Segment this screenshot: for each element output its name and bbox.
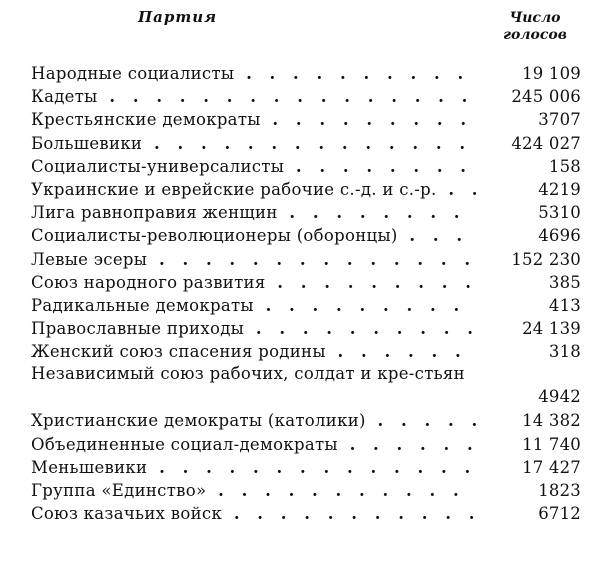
table-row (31, 502, 581, 525)
party-name: Радикальные демократы . . . (31, 294, 476, 317)
vote-count: 14 382 (522, 411, 581, 431)
party-name: Независимый союз рабочих, солдат и кре-стьян (31, 364, 465, 384)
table-row (31, 409, 581, 432)
party-name: Украинские и еврейские рабочие с.-д. и с.-р. . . . (31, 178, 476, 201)
party-name: Социалисты-революционеры (оборонцы) . . . (31, 224, 476, 247)
party-name: Народные социалисты . . . (31, 62, 476, 85)
vote-count: 245 006 (511, 87, 581, 107)
table-row (31, 271, 581, 294)
party-name: Крестьянские демократы . . . (31, 108, 476, 131)
table-row (31, 201, 581, 224)
vote-count: 24 139 (522, 319, 581, 339)
vote-count: 413 (548, 295, 581, 315)
vote-count: 4219 (538, 179, 581, 199)
table-row (31, 224, 581, 247)
party-name: Левые эсеры . . . (31, 248, 476, 271)
vote-count: 3707 (538, 110, 581, 130)
vote-count: 4696 (538, 226, 581, 246)
party-name: Православные приходы . . . (31, 317, 476, 340)
table-row (31, 456, 581, 479)
party-name: Женский союз спасения родины . . . (31, 340, 476, 363)
vote-count: 6712 (538, 504, 581, 524)
table-row (31, 340, 581, 363)
table-row (31, 62, 581, 85)
votes-header-line2: голосов (503, 27, 567, 43)
vote-count: 158 (548, 156, 581, 176)
vote-count: 1823 (538, 481, 581, 500)
table-row (31, 178, 581, 201)
vote-count: 318 (548, 342, 581, 362)
party-name: Социалисты-универсалисты . . . (31, 155, 476, 178)
vote-count: 17 427 (522, 457, 581, 477)
vote-count: 11 740 (522, 434, 581, 454)
votes-header-line1: Число (509, 10, 561, 26)
votes-column-header (490, 10, 580, 44)
table-row (31, 363, 581, 409)
table-row (31, 479, 581, 502)
vote-count: 385 (548, 272, 581, 292)
vote-count: 152 230 (511, 249, 581, 269)
party-name: Кадеты . . . (31, 85, 476, 108)
party-name: Меньшевики . . . (31, 456, 476, 479)
table-row (31, 132, 581, 155)
table-row (31, 248, 581, 271)
party-column-header: Партия (138, 8, 218, 26)
party-name: Большевики . . . (31, 132, 476, 155)
table-row (31, 85, 581, 108)
party-name: Союз казачьих войск . . . (31, 502, 476, 525)
table-row (31, 317, 581, 340)
table-row (31, 433, 581, 456)
table-row (31, 294, 581, 317)
vote-count: 5310 (538, 203, 581, 223)
party-name: Лига равноправия женщин . . . (31, 201, 476, 224)
party-name: Союз народного развития . . . (31, 271, 476, 294)
vote-count: 4942 (538, 387, 581, 407)
table-row (31, 155, 581, 178)
vote-count: 424 027 (511, 133, 581, 153)
party-name: Христианские демократы (католики) . . . (31, 409, 476, 432)
results-table (31, 62, 581, 525)
table-row (31, 108, 581, 131)
vote-count: 19 109 (522, 64, 581, 83)
party-name: Объединенные социал-демократы . . . (31, 433, 476, 456)
party-name: Группа «Единство» . . . (31, 479, 476, 502)
